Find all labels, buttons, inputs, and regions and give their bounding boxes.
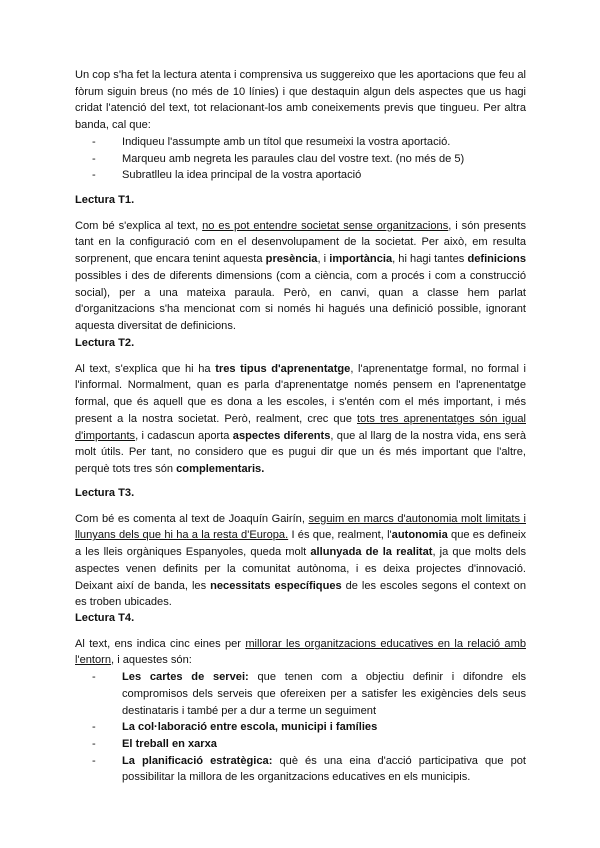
paragraph-t4 (75, 636, 526, 669)
bold-keyword: presència (265, 253, 318, 266)
heading-t1: Lectura T1. (75, 194, 135, 206)
bold-keyword: importància (329, 253, 393, 266)
bold-keyword: tres tipus d'aprenentatge (215, 362, 351, 375)
underlined-main-idea: no es pot entendre societat sense organitzacions (202, 219, 449, 232)
text-run: , l'aprenentatge formal, no formal i l'informal. Normalment, quan es parla d'aprenentatge només pensem en l'aprenentatge formal, que és aquell que es dona a les escoles, i s'entén com el més important, i més present a la nostra societat. Però, realment, crec que (75, 362, 526, 425)
text-run: , i aquestes són: (111, 654, 192, 667)
section-t2 (75, 335, 526, 478)
text-run: Al text, ens indica cinc eines per (75, 637, 246, 650)
bold-keyword: allunyada de la realitat (310, 546, 433, 559)
bold-keyword: necessitats específiques (210, 579, 342, 592)
text-run: que es defineix a les lleis orgàniques Espanyoles, queda molt (75, 529, 526, 559)
dash-bullet-icon: - (92, 152, 96, 165)
dash-bullet-icon: - (92, 754, 96, 767)
heading-t3: Lectura T3. (75, 487, 135, 499)
text-run: , ja que molts dels aspectes venen definits per la comunitat autònoma, i es deixa projectes d'innovació. Deixant així de banda, les (75, 546, 526, 592)
bold-keyword: Les cartes de servei: (122, 671, 249, 684)
dash-bullet-icon: - (92, 671, 96, 684)
text-run: Com bé es comenta al text de Joaquín Gairín, (75, 512, 309, 525)
bold-keyword: complementaris. (176, 462, 265, 475)
text-run: , i (317, 253, 330, 266)
text-run: Indiqueu l'assumpte amb un títol que resumeixi la vostra aportació. (122, 135, 451, 148)
tools-list (75, 669, 526, 786)
text-run: , hi hagi tantes (392, 253, 468, 266)
underlined-main-idea: seguim en marcs d'autonomia molt limitats i llunyans dels que hi ha a la resta d'Europa. (75, 512, 526, 542)
bold-keyword: definicions (467, 253, 526, 266)
bold-keyword: El treball en xarxa (122, 737, 217, 750)
dash-bullet-icon: - (92, 737, 96, 750)
dash-bullet-icon: - (92, 135, 96, 148)
text-run: Un cop s'ha fet la lectura atenta i comprensiva us suggereixo que les aportacions que feu al fòrum siguin breus (no més de 10 línies) i que destaquin algun dels aspectes que us hagi cridat l'atenció del text, tot relacionant-los amb coneixements previs que tingueu. Per altra banda, cal que: (75, 69, 526, 132)
intro-list (75, 134, 526, 184)
bold-keyword: La planificació estratègica: (122, 754, 273, 767)
text-run: Subratlleu la idea principal de la vostra aportació (122, 169, 362, 182)
list-item (92, 719, 526, 736)
underlined-main-idea: tots tres aprenentatges són igual d'importants (75, 412, 526, 442)
paragraph-t2 (75, 361, 526, 478)
bold-keyword: aspectes diferents (232, 429, 331, 442)
paragraph-t3 (75, 511, 526, 611)
dash-bullet-icon: - (92, 169, 96, 182)
text-run: Al text, s'explica que hi ha (75, 362, 216, 375)
list-item (92, 134, 526, 151)
intro-paragraph (75, 67, 526, 134)
list-item (92, 151, 526, 168)
text-run: què és una eina d'acció participativa que pot possibilitar la millora de les organitzacions educatives en els municipis. (122, 754, 526, 784)
dash-bullet-icon: - (92, 721, 96, 734)
list-item (92, 167, 526, 184)
text-run: , i cadascun aporta (135, 429, 233, 442)
section-t1 (75, 192, 526, 335)
bold-keyword: La col·laboració entre escola, municipi i famílies (122, 721, 378, 734)
text-run: que tenen com a objectiu definir i difondre els compromisos dels serveis que ofereixen per a satisfer les exigències dels seus destinataris i també per a dur a terme un seguiment (122, 671, 526, 717)
list-item (92, 736, 526, 753)
list-item (92, 669, 526, 719)
bold-keyword: autonomia (391, 529, 448, 542)
text-run: , i són presents tant en la configuració com en el desenvolupament de la societat. Per això, em resulta sorprenent, que encara tenint aquesta (75, 219, 527, 266)
paragraph-t1 (75, 218, 526, 335)
text-run: possibles i des de diferents dimensions (com a ciència, com a procés i com a construcció social), per a una mateixa paraula. Però, en canvi, quan a classe hem parlat d'organitzacions s'ha mencionat com si només hi hagués una definició possible, ignorant aquesta diversitat de definicions. (75, 269, 526, 332)
section-t3 (75, 485, 526, 611)
text-run: , que al llarg de la nostra vida, ens serà molt útils. Per tant, no considero que es pugui dir que un és més important que l'altre, perquè tots tres són (75, 429, 526, 475)
list-item (92, 753, 526, 786)
intro-section (75, 67, 526, 184)
text-run: Com bé s'explica al text, (75, 219, 203, 232)
text-run: de les escoles segons el context on es troben ubicades. (75, 579, 526, 609)
underlined-main-idea: millorar les organitzacions educatives en la relació amb l'entorn (75, 637, 526, 667)
text-run: Marqueu amb negreta les paraules clau del vostre text. (no més de 5) (122, 152, 465, 165)
heading-t2: Lectura T2. (75, 337, 135, 349)
section-t4 (75, 610, 526, 786)
heading-t4: Lectura T4. (75, 612, 135, 624)
text-run: I és que, realment, l' (288, 529, 392, 542)
